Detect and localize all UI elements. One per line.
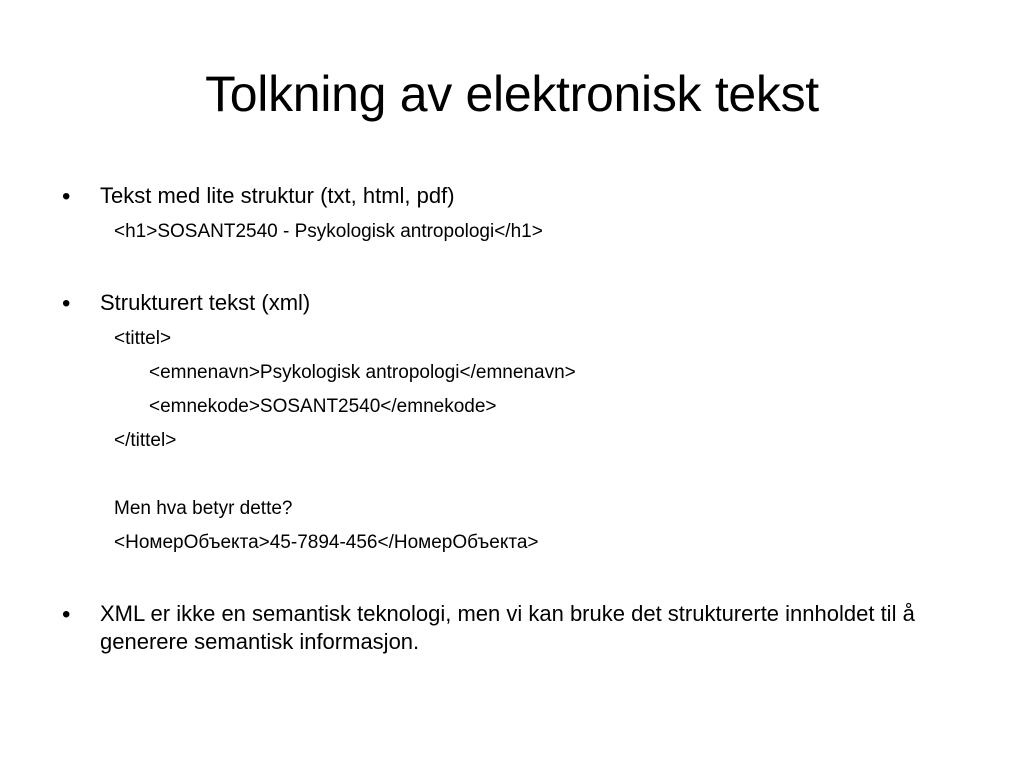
bullet-text: XML er ikke en semantisk teknologi, men vi kan bruke det strukturerte innholdet til å generere semantisk informasjon. — [100, 601, 915, 654]
bullet-text: Tekst med lite struktur (txt, html, pdf) — [100, 183, 455, 208]
code-line: <h1>SOSANT2540 - Psykologisk antropologi</h1> — [114, 221, 543, 242]
bullet-marker: • — [62, 601, 71, 628]
code-line: <НомерОбъекта>45-7894-456</НомерОбъекта> — [114, 532, 539, 553]
code-line: <tittel> — [114, 328, 172, 349]
code-line: <emnenavn>Psykologisk antropologi</emnenavn> — [149, 362, 576, 383]
bullet-text: Strukturert tekst (xml) — [100, 290, 311, 315]
question-line: Men hva betyr dette? — [114, 498, 293, 519]
code-line: </tittel> — [114, 430, 177, 451]
bullet-marker: • — [62, 290, 71, 317]
bullet-marker: • — [62, 183, 71, 210]
code-line: <emnekode>SOSANT2540</emnekode> — [149, 396, 497, 417]
slide-title: Tolkning av elektronisk tekst — [205, 66, 819, 122]
